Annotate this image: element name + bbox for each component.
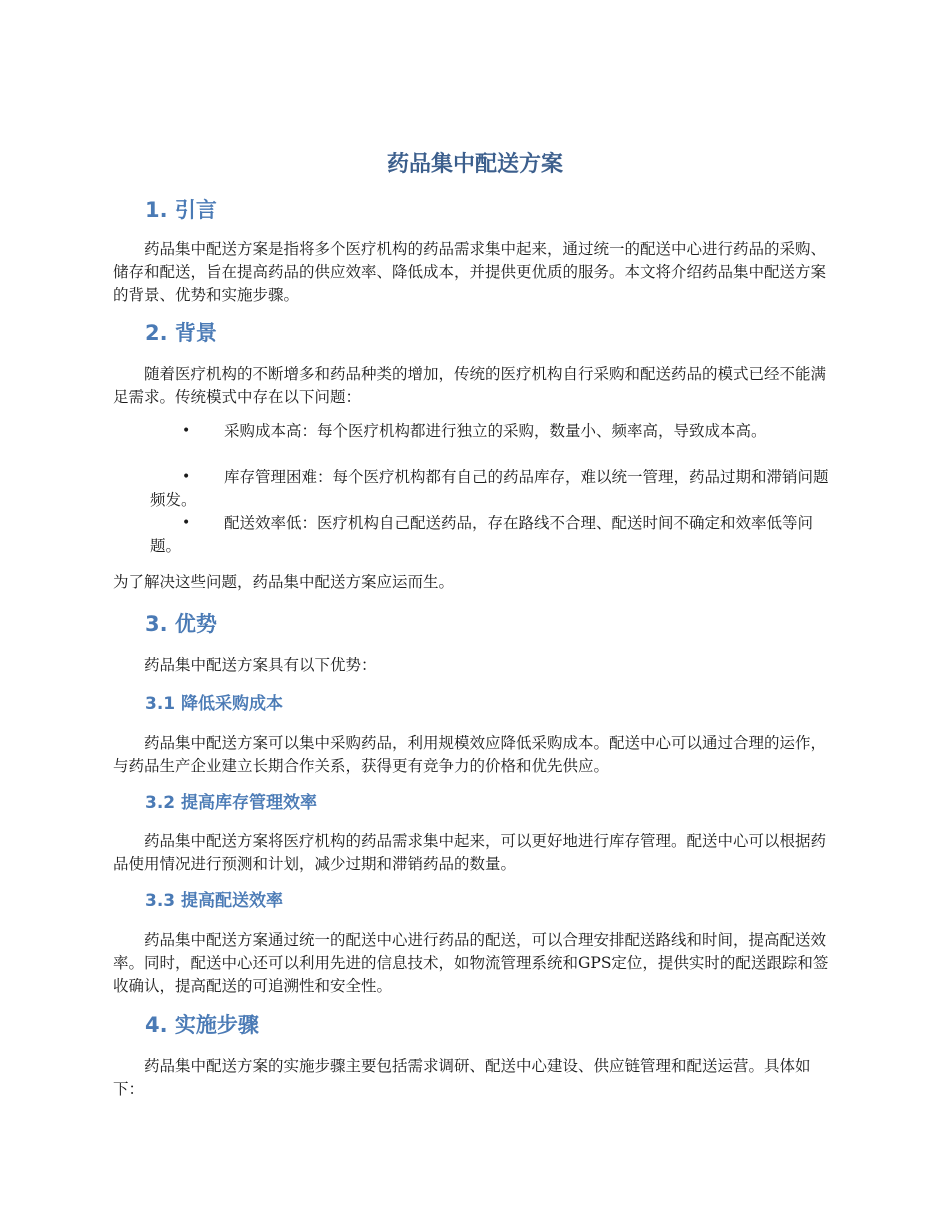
background-conclusion: 为了解决这些问题，药品集中配送方案应运而生。 <box>113 573 455 591</box>
section-heading-implementation: 4. 实施步骤 <box>145 1013 259 1037</box>
subsection-paragraph: 药品集中配送方案通过统一的配送中心进行药品的配送，可以合理安排配送路线和时间，提高配送效率。同时，配送中心还可以利用先进的信息技术，如物流管理系统和GPS定位，提供实时的配送跟踪和签收确认，提高配送的可追溯性和安全性。 <box>113 931 829 995</box>
document-title: 药品集中配送方案 <box>386 152 563 177</box>
section-heading-background: 2. 背景 <box>145 321 217 345</box>
section-heading-advantages: 3. 优势 <box>145 612 217 636</box>
list-item <box>150 466 840 512</box>
list-item-text: 配送效率低：医疗机构自己配送药品，存在路线不合理、配送时间不确定和效率低等问题。 <box>150 514 814 555</box>
subsection-heading: 3.2 提高库存管理效率 <box>145 793 318 813</box>
advantages-intro: 药品集中配送方案具有以下优势： <box>144 656 377 674</box>
bullet-icon: • <box>182 515 191 531</box>
list-item-text: 库存管理困难：每个医疗机构都有自己的药品库存，难以统一管理，药品过期和滞销问题频发。 <box>150 468 829 509</box>
subsection-heading: 3.3 提高配送效率 <box>145 891 284 911</box>
intro-paragraph: 药品集中配送方案是指将多个医疗机构的药品需求集中起来，通过统一的配送中心进行药品的采购、储存和配送，旨在提高药品的供应效率、降低成本，并提供更优质的服务。本文将介绍药品集中配送方案的背景、优势和实施步骤。 <box>113 240 827 304</box>
subsection-heading: 3.1 降低采购成本 <box>145 694 284 714</box>
subsection-paragraph: 药品集中配送方案将医疗机构的药品需求集中起来，可以更好地进行库存管理。配送中心可以根据药品使用情况进行预测和计划，减少过期和滞销药品的数量。 <box>113 832 827 873</box>
list-item <box>150 512 840 558</box>
subsection-paragraph: 药品集中配送方案可以集中采购药品，利用规模效应降低采购成本。配送中心可以通过合理的运作，与药品生产企业建立长期合作关系，获得更有竞争力的价格和优先供应。 <box>113 734 827 775</box>
implementation-paragraph: 药品集中配送方案的实施步骤主要包括需求调研、配送中心建设、供应链管理和配送运营。具体如下： <box>113 1057 811 1098</box>
list-item <box>150 420 840 443</box>
list-item-text: 采购成本高：每个医疗机构都进行独立的采购，数量小、频率高，导致成本高。 <box>224 422 767 440</box>
bullet-icon: • <box>182 469 191 485</box>
background-paragraph: 随着医疗机构的不断增多和药品种类的增加，传统的医疗机构自行采购和配送药品的模式已经不能满足需求。传统模式中存在以下问题： <box>113 365 827 406</box>
bullet-icon: • <box>182 423 191 439</box>
section-heading-intro: 1. 引言 <box>145 198 217 222</box>
